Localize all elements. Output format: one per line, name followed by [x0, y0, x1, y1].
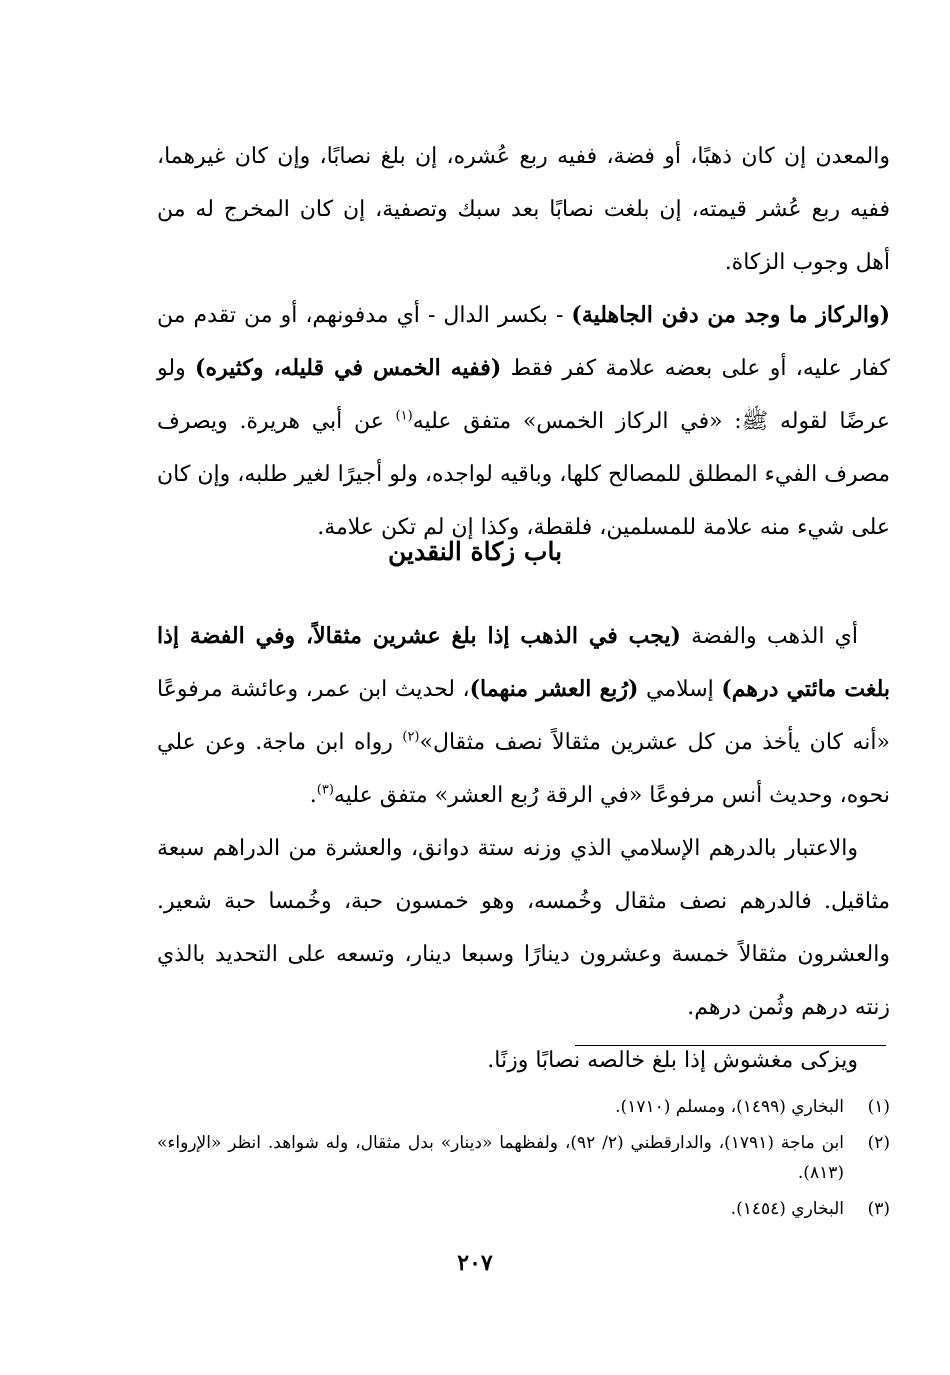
- footnote-ref-3: (٣): [316, 782, 334, 798]
- page-number: ٢٠٧: [457, 1250, 493, 1276]
- footnote-item: [157, 1194, 890, 1224]
- chapter-heading: باب زكاة النقدين: [387, 537, 563, 566]
- section-naqdayn: [157, 610, 890, 1087]
- body-text: عن أبي هريرة. ويصرف مصرف الفيء المطلق للمصالح كلها، وباقيه لواجده، ولو أجيرًا لغير طلبه، وإن كان على شيء منه علامة للمسلمين، فلقطة، وكذا إن لم تكن علامة.: [157, 409, 890, 540]
- footnote-number: (٣): [867, 1199, 890, 1219]
- footnote-item: [157, 1128, 890, 1188]
- body-text: ، لحديث ابن عمر، وعائشة مرفوعًا «أنه كان يأخذ من كل عشرين مثقالاً نصف مثقال»: [157, 677, 890, 755]
- footnote-ref-2: (٢): [402, 729, 420, 745]
- paragraph-maadin: والمعدن إن كان ذهبًا، أو فضة، ففيه ربع عُشره، إن بلغ نصابًا، وإن كان غيرهما، ففيه ربع عُشر قيمته، إن بلغت نصابًا بعد سبك وتصفية، إن كان المخرج له من أهل وجوب الزكاة.: [157, 144, 890, 275]
- paragraph-maghshush: ويزكى مغشوش إذا بلغ خالصه نصابًا وزنًا.: [487, 1048, 858, 1073]
- body-text: أي الذهب والفضة: [680, 624, 858, 649]
- footnote-text: البخاري (١٤٥٤).: [730, 1199, 844, 1219]
- body-text: ولو عرضًا لقوله ﷺ: «في الركاز الخمس» متفق عليه: [157, 356, 890, 434]
- bold-text: (ففيه الخمس في قليله، وكثيره): [195, 355, 502, 381]
- footnote-text: البخاري (١٤٩٩)، ومسلم (١٧١٠).: [615, 1097, 844, 1117]
- footnote-number: (٢): [867, 1133, 890, 1153]
- footnote-item: [157, 1092, 890, 1122]
- footnotes: [157, 1092, 890, 1230]
- bold-text: (رُبع العشر منهما): [469, 676, 639, 702]
- body-text: رواه ابن ماجة. وعن علي نحوه، وحديث أنس مرفوعًا «في الرقة رُبع العشر» متفق عليه: [157, 730, 890, 808]
- paragraph-rikaz: [157, 289, 890, 554]
- footnote-number: (١): [867, 1097, 890, 1117]
- bold-text: (يجب في الذهب إذا بلغ عشرين مثقالاً، وفي الفضة إذا بلغت مائتي درهم): [157, 623, 890, 702]
- body-text: إسلامي: [638, 677, 722, 702]
- bold-text: (والركاز ما وجد من دفن الجاهلية): [571, 302, 890, 328]
- paragraph-nisab: [157, 610, 890, 822]
- paragraph-dirham: والاعتبار بالدرهم الإسلامي الذي وزنه ستة دوانق، والعشرة من الدراهم سبعة مثاقيل. فالدرهم نصف مثقال وخُمسه، وهو خمسون حبة، وخُمسا حبة شعير. والعشرون مثقالاً خمسة وعشرون دينارًا وسبعا دينار، وتسعه على التحديد بالذي زنته درهم وثُمن درهم.: [157, 836, 890, 1020]
- footnote-separator: [575, 1045, 886, 1046]
- section-rikaz: [157, 130, 890, 554]
- body-text: .: [309, 783, 317, 808]
- footnote-text: ابن ماجة (١٧٩١)، والدارقطني (٢/ ٩٢)، ولفظهما «دينار» بدل مثقال، وله شواهد. انظر «الإرواء» (٨١٣).: [157, 1133, 844, 1183]
- footnote-ref-1: (١): [395, 408, 413, 424]
- body-text: - بكسر الدال - أي مدفونهم، أو من تقدم من كفار عليه، أو على بعضه علامة كفر فقط: [157, 303, 890, 381]
